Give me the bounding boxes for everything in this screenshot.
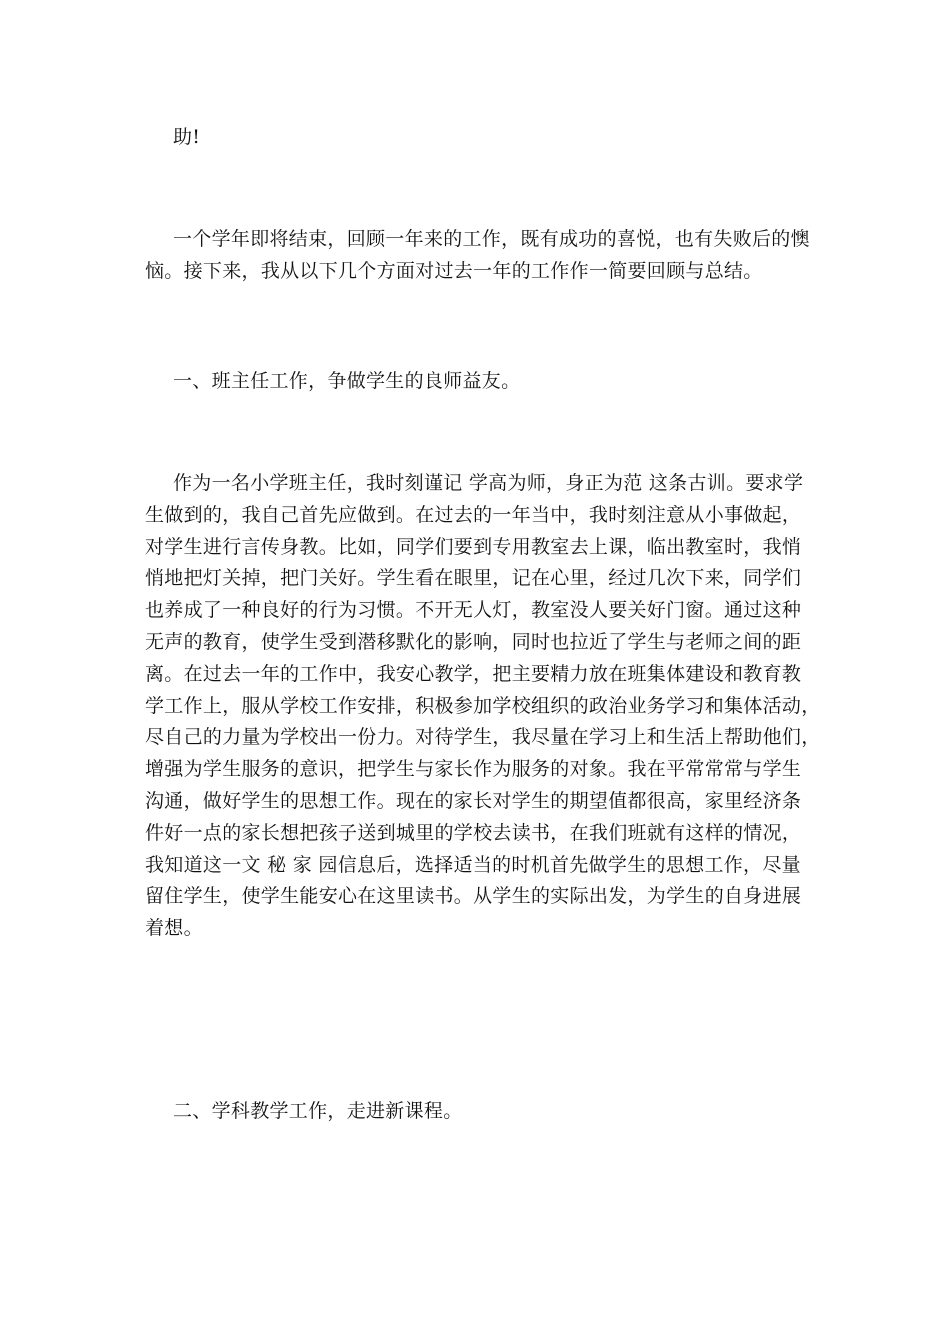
text-line: 学工作上，服从学校工作安排，积极参加学校组织的政治业务学习和集体活动， — [145, 694, 821, 717]
text-line: 一个学年即将结束，回顾一年来的工作，既有成功的喜悦，也有失败后的懊 — [173, 228, 810, 250]
paragraph-closing-fragment — [145, 122, 810, 154]
text-line: 一、班主任工作，争做学生的良师益友。 — [173, 370, 521, 392]
text-line: 件好一点的家长想把孩子送到城里的学校去读书，在我们班就有这样的情况， — [145, 821, 802, 844]
text-line: 二、学科教学工作，走进新课程。 — [173, 1100, 463, 1122]
text-line: 沟通，做好学生的思想工作。现在的家长对学生的期望值都很高，家里经济条 — [145, 789, 802, 812]
text-line: 增强为学生服务的意识，把学生与家长作为服务的对象。我在平常常常与学生 — [145, 758, 802, 781]
text-line: 我知道这一文 秘 家 园信息后，选择适当的时机首先做学生的思想工作，尽量 — [145, 853, 801, 876]
text-line: 离。在过去一年的工作中，我安心教学，把主要精力放在班集体建设和教育教 — [145, 662, 802, 685]
section-heading-class-teacher — [145, 366, 810, 398]
text-line: 留住学生，使学生能安心在这里读书。从学生的实际出发，为学生的自身进展 — [145, 885, 802, 908]
text-line: 恼。接下来，我从以下几个方面对过去一年的工作作一简要回顾与总结。 — [145, 259, 763, 282]
section-heading-subject-teaching — [145, 1096, 810, 1128]
text-line: 也养成了一种良好的行为习惯。不开无人灯，教室没人要关好门窗。通过这种 — [145, 599, 802, 622]
text-line: 悄地把灯关掉，把门关好。学生看在眼里，记在心里，经过几次下来，同学们 — [145, 567, 802, 590]
text-line: 作为一名小学班主任，我时刻谨记 学高为师，身正为范 这条古训。要求学 — [173, 472, 804, 494]
text-line: 无声的教育，使学生受到潜移默化的影响，同时也拉近了学生与老师之间的距 — [145, 630, 802, 653]
text-line: 尽自己的力量为学校出一份力。对待学生，我尽量在学习上和生活上帮助他们， — [145, 726, 821, 749]
text-line: 对学生进行言传身教。比如，同学们要到专用教室去上课，临出教室时，我悄 — [145, 535, 802, 558]
text-line: 着想。 — [145, 917, 203, 940]
paragraph-introduction — [145, 224, 810, 288]
text-line: 助! — [173, 126, 201, 148]
paragraph-class-teacher-work — [145, 468, 821, 945]
text-line: 生做到的，我自己首先应做到。在过去的一年当中，我时刻注意从小事做起， — [145, 503, 802, 526]
